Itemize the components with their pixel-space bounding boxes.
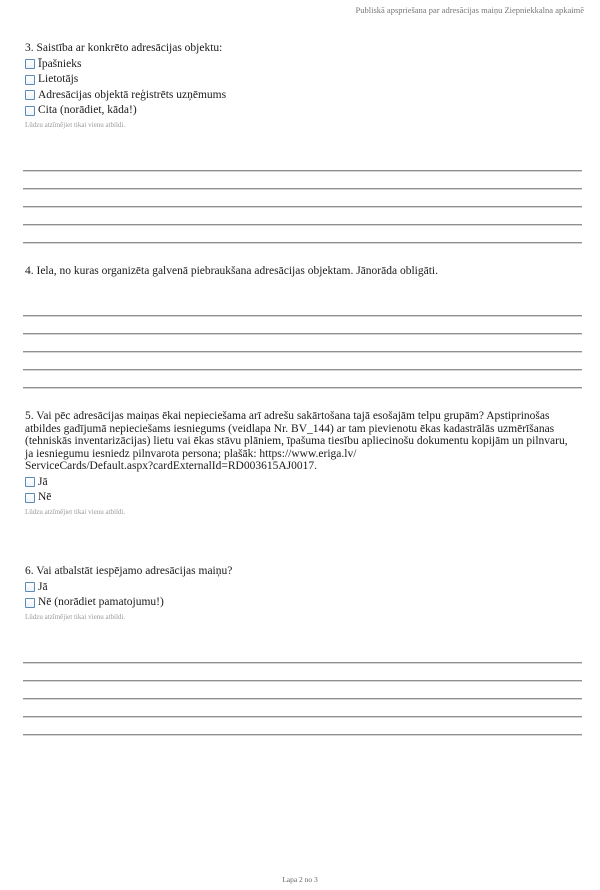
answer-line[interactable] <box>23 387 582 389</box>
option-label: Nē (norādiet pamatojumu!) <box>38 596 164 608</box>
question-title-line: ja iesniegumu iesniedz pilnvarota persona; plašāk: https://www.eriga.lv/ <box>25 447 357 460</box>
option-cita[interactable] <box>25 103 585 119</box>
checkbox-icon[interactable] <box>25 477 35 487</box>
answer-line[interactable] <box>23 315 582 317</box>
question-4 <box>25 265 585 278</box>
question-title-line: atbildes gadījumā nepieciešams iesniegums (veidlapa Nr. BV_144) ar tam pievienotu ēkas kadastrālās uzmērīšanas <box>25 422 555 435</box>
answer-line[interactable] <box>23 662 582 664</box>
question-title-line: ServiceCards/Default.aspx?cardExternalId=RD003615AJ0017. <box>25 460 317 472</box>
answer-line[interactable] <box>23 369 582 371</box>
answer-line[interactable] <box>23 333 582 335</box>
option-ne[interactable] <box>25 490 585 506</box>
question-6 <box>25 565 585 622</box>
question-title: 6. Vai atbalstāt iespējamo adresācijas maiņu? <box>25 565 233 577</box>
checkbox-icon[interactable] <box>25 75 35 85</box>
answer-line[interactable] <box>23 734 582 736</box>
question-title: 4. Iela, no kuras organizēta galvenā piebraukšana adresācijas objektam. Jānorāda obligāti. <box>25 265 438 277</box>
option-label: Jā <box>38 580 48 593</box>
checkbox-icon[interactable] <box>25 582 35 592</box>
answer-line[interactable] <box>23 680 582 682</box>
answer-line[interactable] <box>23 188 582 190</box>
answer-line[interactable] <box>23 224 582 226</box>
answer-hint: Lūdzu atzīmējiet tikai vienu atbildi. <box>25 507 126 516</box>
answer-line[interactable] <box>23 716 582 718</box>
option-label: Nē <box>38 491 52 503</box>
page-number: Lapa 2 no 3 <box>282 875 318 884</box>
option-uznemums[interactable] <box>25 88 585 104</box>
option-label: Jā <box>38 475 48 488</box>
checkbox-icon[interactable] <box>25 598 35 608</box>
checkbox-icon[interactable] <box>25 106 35 116</box>
option-label: Īpašnieks <box>38 57 82 70</box>
option-label: Lietotājs <box>38 73 79 85</box>
answer-line[interactable] <box>23 242 582 244</box>
question-3 <box>25 42 585 130</box>
question-title-line: (tehniskās inventarizācijas) lietu vai ēkas stāvu plāniem, īpašuma tiesību apliecinošu dokumentu kopijām un pilnvaru, <box>25 435 568 447</box>
checkbox-icon[interactable] <box>25 90 35 100</box>
question-5 <box>25 410 585 517</box>
answer-line[interactable] <box>23 206 582 208</box>
page-header-title: Publiskā apspriešana par adresācijas maiņu Ziepniekkalna apkaimē <box>355 5 584 15</box>
answer-line[interactable] <box>23 170 582 172</box>
option-lietotajs[interactable] <box>25 72 585 88</box>
checkbox-icon[interactable] <box>25 493 35 503</box>
answer-line[interactable] <box>23 351 582 353</box>
option-label: Cita (norādiet, kāda!) <box>38 104 137 116</box>
option-ipasnieks[interactable] <box>25 57 585 73</box>
option-ja[interactable] <box>25 580 585 596</box>
question-title-line: 5. Vai pēc adresācijas maiņas ēkai nepieciešama arī adrešu sakārtošana tajā esošajām telpu grupām? Apstiprinošas <box>25 410 550 422</box>
option-ne-pamatojums[interactable] <box>25 595 585 611</box>
option-ja[interactable] <box>25 475 585 491</box>
question-title: 3. Saistība ar konkrēto adresācijas objektu: <box>25 42 223 54</box>
answer-line[interactable] <box>23 698 582 700</box>
answer-hint: Lūdzu atzīmējiet tikai vienu atbildi. <box>25 120 126 129</box>
answer-hint: Lūdzu atzīmējiet tikai vienu atbildi. <box>25 612 126 621</box>
checkbox-icon[interactable] <box>25 59 35 69</box>
option-label: Adresācijas objektā reģistrēts uzņēmums <box>38 88 227 101</box>
